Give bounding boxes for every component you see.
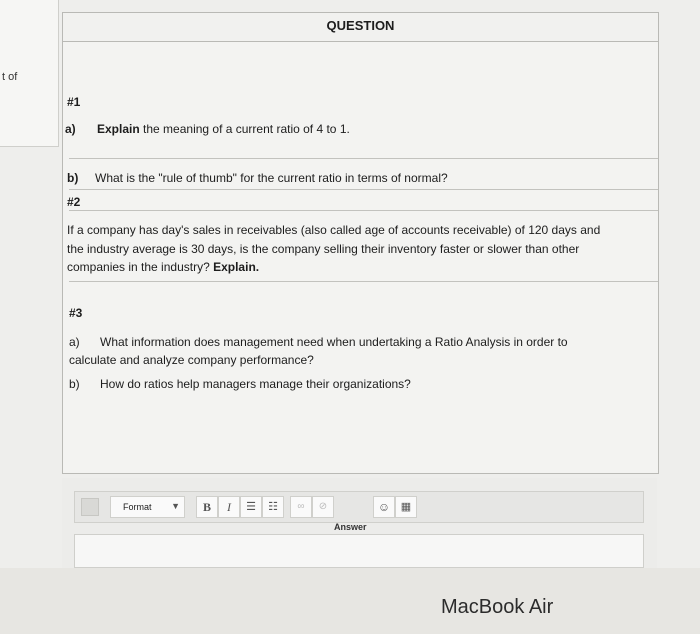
question-header [63,13,658,42]
row-divider [69,210,658,211]
page-count-text: t of [2,71,18,83]
editor-toolbar [74,491,644,523]
table-icon[interactable]: ▦ [395,496,417,518]
brand-label: MacBook Air [441,596,554,618]
q3b-text: How do ratios help managers manage their organizations? [100,377,411,391]
q1-number: #1 [67,95,81,109]
q1a-label: a) [65,122,76,136]
q1a-bold: Explain [97,122,140,136]
row-divider [69,189,658,190]
q3a-label: a) [69,335,80,349]
q2-line1: If a company has day's sales in receivables (also called age of accounts receivable) of 120 days and [67,223,601,237]
q2-line3 [67,258,259,276]
toolbar-grid-icon[interactable] [81,498,99,516]
q1b-text: What is the "rule of thumb" for the current ratio in terms of normal? [95,171,448,185]
q2-number: #2 [67,195,81,209]
row-divider [69,158,658,159]
q1b-label: b) [67,171,79,185]
left-side-panel [0,0,59,147]
row-divider [69,281,658,282]
q3-number: #3 [69,306,83,320]
answer-editor [62,478,657,570]
emoji-icon[interactable]: ☺ [373,496,395,518]
bullet-list-button[interactable]: ☰ [240,496,262,518]
q3a-line2: calculate and analyze company performance? [69,353,314,367]
q2-line3-bold: Explain. [213,260,260,274]
question-header-label: QUESTION [326,18,395,33]
unlink-icon[interactable]: ⊘ [312,496,334,518]
format-dropdown[interactable] [110,496,185,518]
laptop-bezel [0,568,700,634]
q1a-text [97,120,350,138]
link-icon[interactable]: ∞ [290,496,312,518]
answer-label: Answer [334,522,367,532]
q3b-label: b) [69,377,80,391]
question-table [62,12,659,474]
italic-button[interactable]: I [218,496,240,518]
answer-input[interactable] [74,534,644,568]
q2-line3-plain: companies in the industry? [67,260,210,274]
numbered-list-button[interactable]: ☷ [262,496,284,518]
chevron-down-icon: ▼ [171,501,180,511]
q1a-rest: the meaning of a current ratio of 4 to 1. [143,122,350,136]
format-dropdown-label: Format [123,502,152,512]
q3a-line1: What information does management need when undertaking a Ratio Analysis in order to [100,335,568,349]
bold-button[interactable]: B [196,496,218,518]
q2-line2: the industry average is 30 days, is the company selling their inventory faster or slower than other [67,242,580,256]
